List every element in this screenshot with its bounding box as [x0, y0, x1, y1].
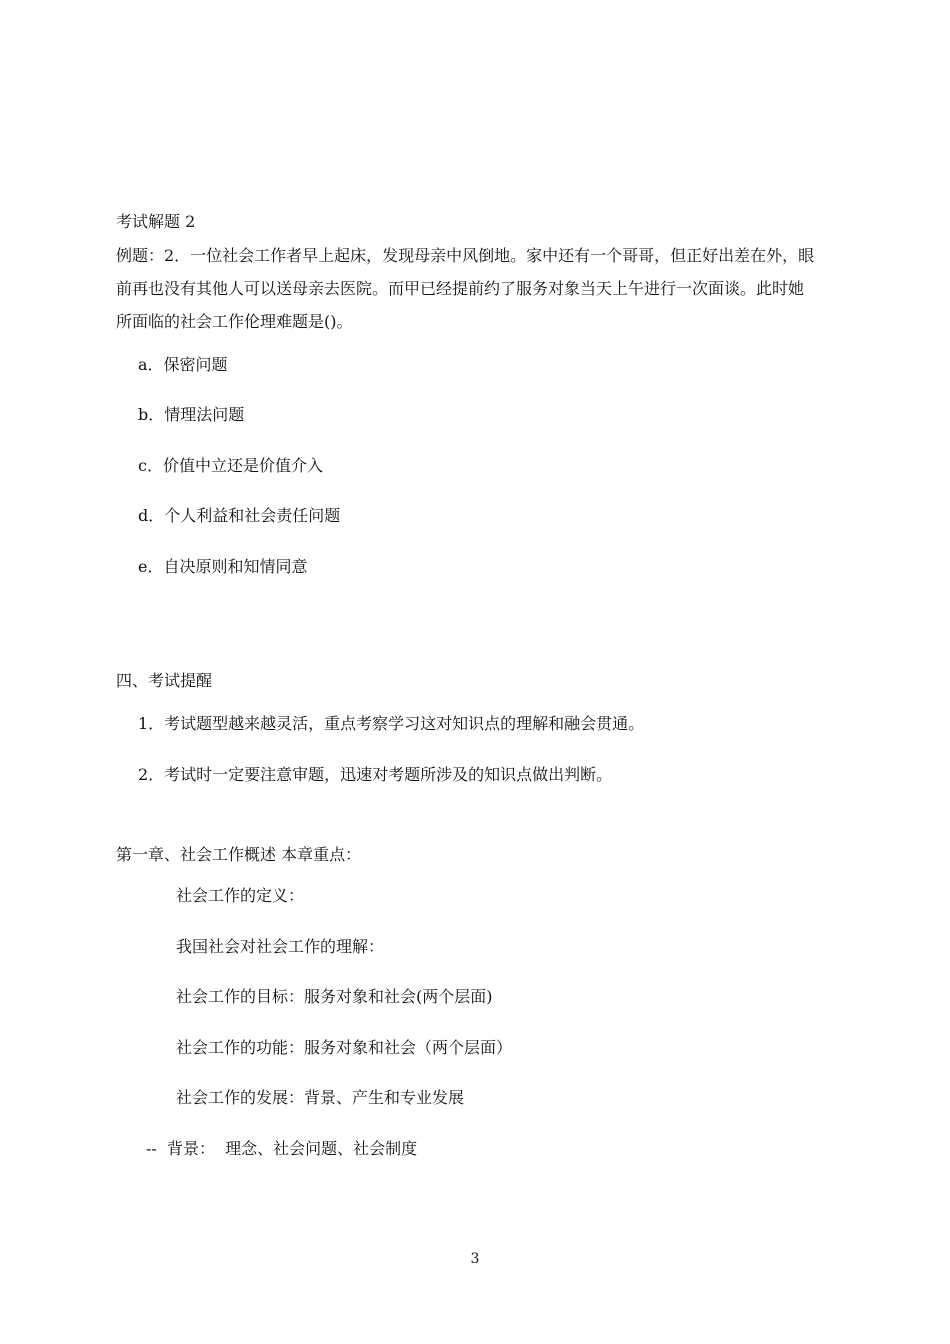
chapter-heading: 第一章、社会工作概述 本章重点： [116, 845, 362, 864]
question-line-3: 所面临的社会工作伦理难题是()。 [116, 312, 353, 331]
chapter-point-3: 社会工作的目标：服务对象和社会(两个层面) [176, 987, 493, 1006]
exam-solving-heading: 考试解题 2 [116, 212, 196, 231]
option-e: e．自决原则和知情同意 [138, 557, 308, 576]
reminder-heading: 四、考试提醒 [116, 671, 213, 690]
chapter-point-1: 社会工作的定义： [176, 886, 305, 905]
reminder-item-1: 1．考试题型越来越灵活，重点考察学习这对知识点的理解和融会贯通。 [138, 714, 645, 733]
option-d: d．个人利益和社会责任问题 [138, 506, 341, 525]
chapter-point-2: 我国社会对社会工作的理解： [176, 937, 385, 956]
page-number: 3 [470, 1251, 480, 1267]
background-dash-line: -- 背景： 理念、社会问题、社会制度 [146, 1139, 418, 1158]
question-line-2: 前再也没有其他人可以送母亲去医院。而甲已经提前约了服务对象当天上午进行一次面谈。此时她 [116, 279, 805, 298]
option-a: a．保密问题 [138, 355, 228, 374]
question-line-1: 例题：2．一位社会工作者早上起床，发现母亲中风倒地。家中还有一个哥哥，但正好出差在外，眼 [116, 246, 815, 265]
chapter-point-5: 社会工作的发展：背景、产生和专业发展 [176, 1088, 465, 1107]
chapter-point-4: 社会工作的功能：服务对象和社会（两个层面） [176, 1038, 513, 1057]
option-b: b．情理法问题 [138, 405, 245, 424]
reminder-item-2: 2．考试时一定要注意审题，迅速对考题所涉及的知识点做出判断。 [138, 765, 613, 784]
option-c: c．价值中立还是价值介入 [138, 456, 323, 475]
